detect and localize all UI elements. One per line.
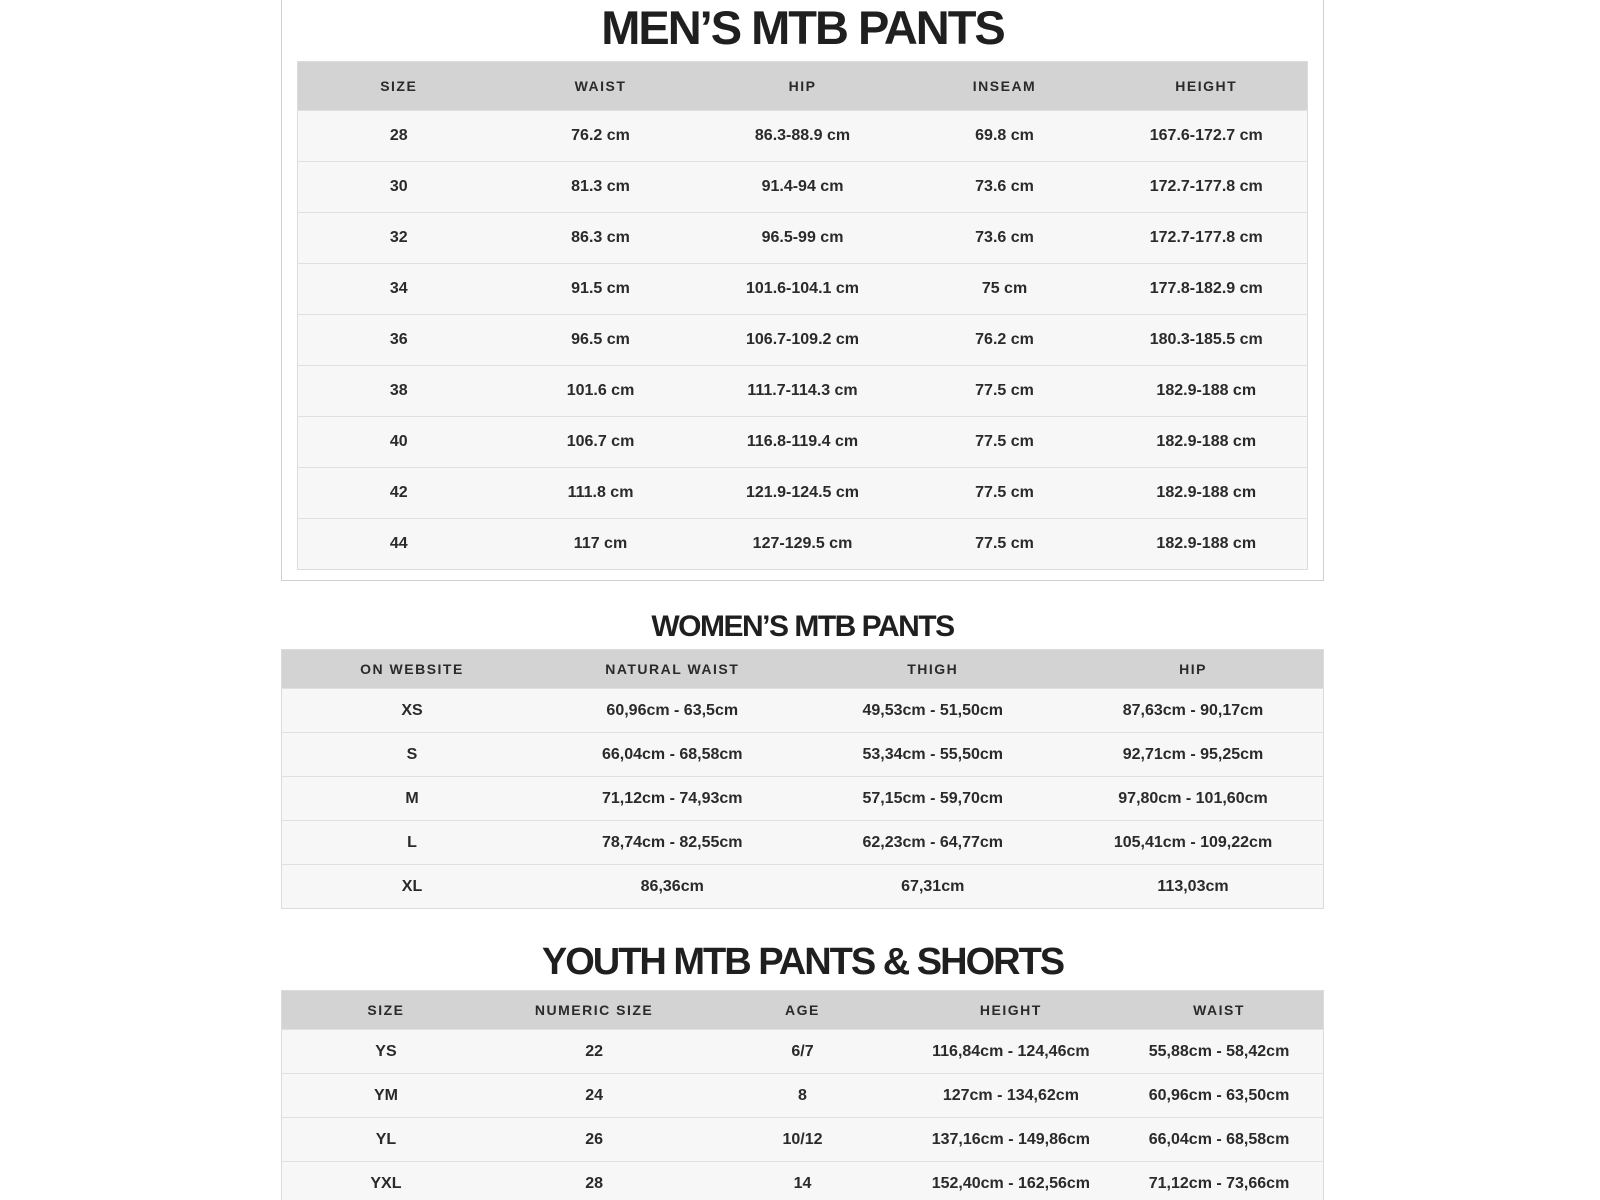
table-cell: 182.9-188 cm bbox=[1106, 417, 1308, 468]
table-cell: 116,84cm - 124,46cm bbox=[907, 1030, 1115, 1074]
table-row bbox=[282, 865, 1324, 909]
table-cell: 101.6-104.1 cm bbox=[702, 264, 904, 315]
table-cell: 180.3-185.5 cm bbox=[1106, 315, 1308, 366]
table-cell: 127-129.5 cm bbox=[702, 519, 904, 570]
column-header: NUMERIC SIZE bbox=[490, 991, 698, 1030]
column-header: THIGH bbox=[803, 650, 1064, 689]
table-cell: 182.9-188 cm bbox=[1106, 366, 1308, 417]
table-cell: 77.5 cm bbox=[904, 366, 1106, 417]
table-row bbox=[298, 162, 1308, 213]
womens-size-table bbox=[281, 649, 1324, 909]
table-cell: 55,88cm - 58,42cm bbox=[1115, 1030, 1323, 1074]
table-cell: 172.7-177.8 cm bbox=[1106, 162, 1308, 213]
table-cell: 127cm - 134,62cm bbox=[907, 1074, 1115, 1118]
table-cell: 106.7-109.2 cm bbox=[702, 315, 904, 366]
table-cell: 28 bbox=[298, 111, 500, 162]
table-cell: 116.8-119.4 cm bbox=[702, 417, 904, 468]
table-cell: 117 cm bbox=[500, 519, 702, 570]
youth-size-table bbox=[281, 990, 1324, 1200]
column-header: HIP bbox=[702, 62, 904, 111]
table-cell: 137,16cm - 149,86cm bbox=[907, 1118, 1115, 1162]
table-row bbox=[282, 1118, 1324, 1162]
table-cell: 113,03cm bbox=[1063, 865, 1324, 909]
column-header: WAIST bbox=[500, 62, 702, 111]
youth-title: YOUTH MTB PANTS & SHORTS bbox=[541, 941, 1064, 983]
column-header: INSEAM bbox=[904, 62, 1106, 111]
table-cell: 96.5 cm bbox=[500, 315, 702, 366]
table-row bbox=[298, 213, 1308, 264]
table-header-row bbox=[282, 650, 1324, 689]
table-cell: 87,63cm - 90,17cm bbox=[1063, 689, 1324, 733]
womens-section bbox=[281, 605, 1324, 909]
table-cell: 49,53cm - 51,50cm bbox=[803, 689, 1064, 733]
column-header: AGE bbox=[698, 991, 906, 1030]
column-header: WAIST bbox=[1115, 991, 1323, 1030]
table-row bbox=[282, 1030, 1324, 1074]
table-cell: 34 bbox=[298, 264, 500, 315]
mens-section bbox=[281, 0, 1324, 581]
table-cell: XL bbox=[282, 865, 543, 909]
table-cell: 32 bbox=[298, 213, 500, 264]
table-cell: 77.5 cm bbox=[904, 519, 1106, 570]
table-cell: 75 cm bbox=[904, 264, 1106, 315]
table-cell: 77.5 cm bbox=[904, 417, 1106, 468]
table-cell: 8 bbox=[698, 1074, 906, 1118]
table-cell: 66,04cm - 68,58cm bbox=[1115, 1118, 1323, 1162]
table-row bbox=[298, 366, 1308, 417]
table-cell: 86,36cm bbox=[542, 865, 803, 909]
column-header: HEIGHT bbox=[907, 991, 1115, 1030]
table-cell: 28 bbox=[490, 1162, 698, 1200]
table-cell: 71,12cm - 74,93cm bbox=[542, 777, 803, 821]
column-header: HIP bbox=[1063, 650, 1324, 689]
table-cell: 73.6 cm bbox=[904, 213, 1106, 264]
table-row bbox=[298, 264, 1308, 315]
table-cell: 111.8 cm bbox=[500, 468, 702, 519]
table-cell: 121.9-124.5 cm bbox=[702, 468, 904, 519]
column-header: SIZE bbox=[298, 62, 500, 111]
table-cell: 38 bbox=[298, 366, 500, 417]
table-cell: 101.6 cm bbox=[500, 366, 702, 417]
table-cell: 182.9-188 cm bbox=[1106, 468, 1308, 519]
table-cell: 71,12cm - 73,66cm bbox=[1115, 1162, 1323, 1200]
column-header: NATURAL WAIST bbox=[542, 650, 803, 689]
table-cell: 60,96cm - 63,5cm bbox=[542, 689, 803, 733]
table-cell: 10/12 bbox=[698, 1118, 906, 1162]
table-cell: 91.5 cm bbox=[500, 264, 702, 315]
table-cell: 86.3-88.9 cm bbox=[702, 111, 904, 162]
table-cell: XS bbox=[282, 689, 543, 733]
table-cell: 106.7 cm bbox=[500, 417, 702, 468]
table-cell: 69.8 cm bbox=[904, 111, 1106, 162]
table-cell: 177.8-182.9 cm bbox=[1106, 264, 1308, 315]
mens-title: MEN’S MTB PANTS bbox=[601, 1, 1004, 54]
table-cell: 182.9-188 cm bbox=[1106, 519, 1308, 570]
womens-title: WOMEN’S MTB PANTS bbox=[651, 610, 954, 643]
table-cell: 73.6 cm bbox=[904, 162, 1106, 213]
table-cell: 53,34cm - 55,50cm bbox=[803, 733, 1064, 777]
table-cell: 96.5-99 cm bbox=[702, 213, 904, 264]
table-cell: 57,15cm - 59,70cm bbox=[803, 777, 1064, 821]
table-row bbox=[298, 111, 1308, 162]
table-cell: 81.3 cm bbox=[500, 162, 702, 213]
youth-section bbox=[281, 934, 1324, 1200]
table-cell: 91.4-94 cm bbox=[702, 162, 904, 213]
table-cell: 44 bbox=[298, 519, 500, 570]
table-header-row bbox=[298, 62, 1308, 111]
table-cell: YXL bbox=[282, 1162, 490, 1200]
table-row bbox=[282, 1162, 1324, 1200]
table-cell: 67,31cm bbox=[803, 865, 1064, 909]
column-header: HEIGHT bbox=[1106, 62, 1308, 111]
table-cell: 76.2 cm bbox=[904, 315, 1106, 366]
table-cell: 111.7-114.3 cm bbox=[702, 366, 904, 417]
table-cell: 105,41cm - 109,22cm bbox=[1063, 821, 1324, 865]
table-cell: 92,71cm - 95,25cm bbox=[1063, 733, 1324, 777]
table-cell: 167.6-172.7 cm bbox=[1106, 111, 1308, 162]
table-row bbox=[298, 519, 1308, 570]
table-cell: 6/7 bbox=[698, 1030, 906, 1074]
table-cell: 26 bbox=[490, 1118, 698, 1162]
table-cell: 30 bbox=[298, 162, 500, 213]
table-row bbox=[298, 315, 1308, 366]
table-cell: 97,80cm - 101,60cm bbox=[1063, 777, 1324, 821]
table-cell: 78,74cm - 82,55cm bbox=[542, 821, 803, 865]
table-cell: 22 bbox=[490, 1030, 698, 1074]
table-cell: L bbox=[282, 821, 543, 865]
table-row bbox=[282, 777, 1324, 821]
table-row bbox=[282, 1074, 1324, 1118]
table-cell: 40 bbox=[298, 417, 500, 468]
column-header: SIZE bbox=[282, 991, 490, 1030]
table-row bbox=[282, 733, 1324, 777]
table-cell: 86.3 cm bbox=[500, 213, 702, 264]
table-cell: 76.2 cm bbox=[500, 111, 702, 162]
table-cell: M bbox=[282, 777, 543, 821]
table-cell: S bbox=[282, 733, 543, 777]
table-row bbox=[282, 821, 1324, 865]
table-cell: 172.7-177.8 cm bbox=[1106, 213, 1308, 264]
table-header-row bbox=[282, 991, 1324, 1030]
table-cell: 66,04cm - 68,58cm bbox=[542, 733, 803, 777]
table-row bbox=[282, 689, 1324, 733]
mens-size-table bbox=[297, 61, 1308, 570]
table-row bbox=[298, 468, 1308, 519]
table-cell: YM bbox=[282, 1074, 490, 1118]
table-cell: 77.5 cm bbox=[904, 468, 1106, 519]
table-cell: 62,23cm - 64,77cm bbox=[803, 821, 1064, 865]
table-cell: 24 bbox=[490, 1074, 698, 1118]
table-cell: 60,96cm - 63,50cm bbox=[1115, 1074, 1323, 1118]
table-cell: 36 bbox=[298, 315, 500, 366]
table-cell: 152,40cm - 162,56cm bbox=[907, 1162, 1115, 1200]
table-cell: 14 bbox=[698, 1162, 906, 1200]
table-cell: YS bbox=[282, 1030, 490, 1074]
table-cell: 42 bbox=[298, 468, 500, 519]
column-header: ON WEBSITE bbox=[282, 650, 543, 689]
table-row bbox=[298, 417, 1308, 468]
table-cell: YL bbox=[282, 1118, 490, 1162]
